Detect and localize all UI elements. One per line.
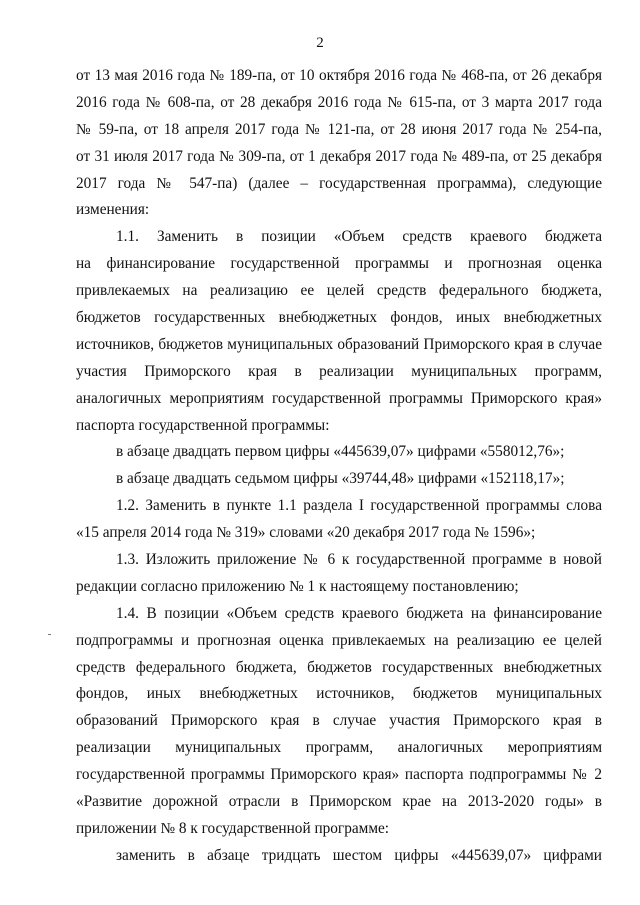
text-line: фондов, иных внебюджетных источников, бюджетов муниципальных: [76, 685, 602, 703]
text-line: 2017 года № 547-па) (далее – государственная программа), следующие: [76, 174, 602, 192]
text-line: подпрограммы и прогнозная оценка привлекаемых на реализацию ее целей: [76, 631, 602, 649]
paragraph-1-1-start: 1.1. Заменить в позиции «Объем средств краевого бюджета: [116, 228, 602, 246]
text-line: образований Приморского края в случае участия Приморского края в: [76, 712, 602, 730]
text-line: № 59-па, от 18 апреля 2017 года № 121-па, от 28 июня 2017 года № 254-па,: [76, 120, 602, 138]
text-line: в абзаце двадцать седьмом цифры «39744,48» цифрами «152118,17»;: [116, 470, 565, 488]
text-line: «15 апреля 2014 года № 319» словами «20 декабря 2017 года № 1596»;: [76, 524, 536, 542]
text-line: 2016 года № 608-па, от 28 декабря 2016 года № 615-па, от 3 марта 2017 года: [76, 93, 602, 111]
text-line: бюджетов государственных внебюджетных фондов, иных внебюджетных: [76, 309, 602, 327]
text-line: изменения:: [76, 201, 150, 219]
text-line: «Развитие дорожной отрасли в Приморском крае на 2013-2020 годы» в: [76, 793, 602, 811]
text-line: от 13 мая 2016 года № 189-па, от 10 октября 2016 года № 468-па, от 26 декабря: [76, 67, 602, 84]
paragraph-1-4-start: 1.4. В позиции «Объем средств краевого бюджета на финансирование: [116, 604, 602, 622]
document-body: [76, 63, 602, 870]
text-line: государственной программы Приморского края» паспорта подпрограммы № 2: [76, 766, 602, 784]
text-line: редакции согласно приложению № 1 к настоящему постановлению;: [76, 577, 519, 595]
text-line: в абзаце двадцать первом цифры «445639,07» цифрами «558012,76»;: [116, 443, 565, 461]
text-line: привлекаемых на реализацию ее целей средств федерального бюджета,: [76, 282, 602, 300]
text-line: приложении № 8 к государственной программе:: [76, 819, 390, 837]
text-line: участия Приморского края в реализации муниципальных программ,: [76, 362, 602, 380]
page-number: 2: [316, 35, 324, 51]
text-line: средств федерального бюджета, бюджетов государственных внебюджетных: [76, 658, 602, 676]
text-line: заменить в абзаце тридцать шестом цифры «445639,07» цифрами: [116, 846, 602, 864]
paragraph-1-3-start: 1.3. Изложить приложение № 6 к государственной программе в новой: [116, 551, 602, 569]
text-line: от 31 июля 2017 года № 309-па, от 1 декабря 2017 года № 489-па, от 25 декабря: [76, 147, 602, 165]
paragraph-1-2-start: 1.2. Заменить в пункте 1.1 раздела I государственной программы слова: [116, 497, 602, 515]
text-line: аналогичных мероприятиям государственной программы Приморского края»: [76, 389, 602, 407]
text-line: реализации муниципальных программ, аналогичных мероприятиям: [76, 739, 602, 757]
text-line: источников, бюджетов муниципальных образований Приморского края в случае: [76, 335, 602, 353]
text-line: на финансирование государственной программы и прогнозная оценка: [76, 255, 602, 273]
margin-mark: [48, 634, 51, 635]
text-line: паспорта государственной программы:: [76, 416, 330, 434]
